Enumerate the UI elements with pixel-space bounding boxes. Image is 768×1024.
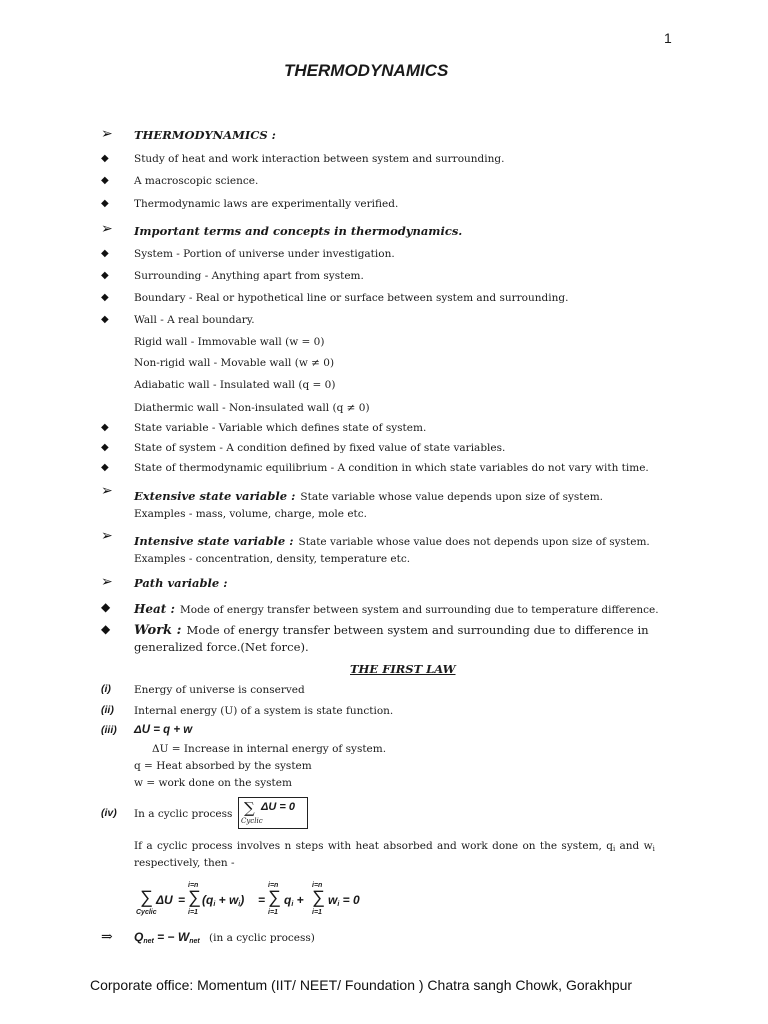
sum-subscript: Cyclic: [136, 909, 157, 916]
list-item: System - Portion of universe under investigation.: [134, 248, 395, 260]
wall-type: Non-rigid wall - Movable wall (w ≠ 0): [134, 357, 335, 369]
definition-line: q = Heat absorbed by the system: [134, 760, 312, 772]
list-item: State of thermodynamic equilibrium - A condition in which state variables do not vary with time.: [134, 462, 649, 474]
subscript: i: [337, 901, 340, 908]
term: W: [177, 930, 190, 944]
term: (q: [202, 893, 214, 907]
sum-symbol: ∑: [312, 887, 325, 907]
sum-symbol: ∑: [244, 799, 255, 817]
cyclic-process-text: In a cyclic process: [134, 808, 233, 820]
item-number: (iv): [101, 807, 117, 819]
extensive-label: Extensive state variable :: [134, 489, 296, 503]
first-law-heading: THE FIRST LAW: [350, 662, 456, 676]
work-label: Work :: [134, 623, 182, 638]
intensive-text: State variable whose value does not depends upon size of system.: [298, 536, 650, 548]
law-item: Energy of universe is conserved: [134, 684, 305, 696]
term: q: [284, 893, 292, 907]
cyclic-note: (in a cyclic process): [209, 932, 315, 944]
equals-sign: =: [258, 893, 266, 907]
subscript: i: [213, 901, 216, 908]
diamond-bullet-icon: ◆: [101, 622, 111, 636]
work-text: Mode of energy transfer between system and surrounding due to difference in: [186, 623, 649, 637]
sum-upper-limit: i=n: [312, 882, 323, 889]
term: w: [328, 893, 338, 907]
list-item: State of system - A condition defined by fixed value of state variables.: [134, 442, 506, 454]
list-item: State variable - Variable which defines state of system.: [134, 422, 427, 434]
arrow-bullet-icon: ➢: [101, 483, 113, 499]
term: + w: [215, 893, 239, 907]
item-number: (iii): [101, 724, 117, 736]
sum-lower-limit: i=1: [312, 909, 322, 916]
section-heading-thermodynamics: THERMODYNAMICS :: [134, 128, 276, 142]
term: = 0: [339, 893, 360, 907]
diamond-bullet-icon: ◆: [101, 198, 109, 209]
list-item: Boundary - Real or hypothetical line or surface between system and surrounding.: [134, 292, 569, 304]
diamond-bullet-icon: ◆: [101, 600, 111, 614]
sum-upper-limit: i=n: [188, 882, 199, 889]
subscript: i: [291, 901, 294, 908]
sum-symbol: ∑: [188, 887, 201, 907]
intensive-line: [134, 530, 650, 549]
implies-icon: ⇒: [101, 929, 113, 945]
sum-lower-limit: i=1: [188, 909, 198, 916]
equals-sign: =: [178, 893, 186, 907]
paragraph-text: and w: [615, 840, 653, 852]
footer: Corporate office: Momentum (IIT/ NEET/ Foundation ) Chatra sangh Chowk, Gorakhpur: [90, 977, 633, 993]
subscript: i: [612, 845, 616, 853]
boxed-cyclic-equation: [238, 797, 308, 829]
sum-lower-limit: i=1: [268, 909, 278, 916]
sum-symbol: ∑: [268, 887, 281, 907]
arrow-bullet-icon: ➢: [101, 574, 113, 590]
path-label: Path variable :: [134, 576, 228, 590]
sum-symbol: ∑: [140, 887, 153, 907]
arrow-bullet-icon: ➢: [101, 221, 113, 237]
definition-line: ΔU = Increase in internal energy of system.: [152, 743, 387, 755]
summation-equation: [134, 883, 394, 923]
law-item: Internal energy (U) of a system is state function.: [134, 705, 394, 717]
q-term: [284, 893, 304, 908]
item-number: (i): [101, 683, 111, 695]
extensive-line: [134, 485, 603, 504]
wall-type: Rigid wall - Immovable wall (w = 0): [134, 336, 325, 348]
page-number: 1: [664, 30, 672, 46]
cyclic-paragraph-line1: [134, 840, 655, 853]
page-title: THERMODYNAMICS: [284, 61, 449, 80]
diamond-bullet-icon: ◆: [101, 462, 109, 473]
section-heading-terms: Important terms and concepts in thermodynamics.: [134, 224, 463, 238]
wall-type: Adiabatic wall - Insulated wall (q = 0): [134, 379, 336, 391]
diamond-bullet-icon: ◆: [101, 153, 109, 164]
subscript: i: [238, 901, 241, 908]
term: ): [240, 893, 245, 907]
list-item: A macroscopic science.: [134, 175, 259, 187]
extensive-text: State variable whose value depends upon size of system.: [300, 491, 603, 503]
work-line: [134, 619, 649, 638]
heat-label: Heat :: [134, 602, 175, 616]
delta-u: ΔU: [156, 893, 173, 907]
term: Q: [134, 930, 144, 944]
term: +: [293, 893, 304, 907]
diamond-bullet-icon: ◆: [101, 422, 109, 433]
first-law-equation: ΔU = q + w: [134, 724, 193, 736]
intensive-examples: Examples - concentration, density, temperature etc.: [134, 553, 411, 565]
boxed-equation-text: ΔU = 0: [261, 801, 295, 813]
arrow-bullet-icon: ➢: [101, 528, 113, 544]
term: = −: [153, 930, 178, 944]
diamond-bullet-icon: ◆: [101, 248, 109, 259]
arrow-bullet-icon: ➢: [101, 126, 113, 142]
boxed-subscript: Cyclic: [241, 817, 263, 825]
heat-text: Mode of energy transfer between system and surrounding due to temperature difference.: [180, 604, 659, 616]
paren-term: [202, 893, 244, 908]
definition-line: w = work done on the system: [134, 777, 292, 789]
cyclic-paragraph-line2: respectively, then -: [134, 857, 235, 869]
diamond-bullet-icon: ◆: [101, 175, 109, 186]
subscript: net: [189, 938, 200, 945]
subscript: i: [652, 845, 655, 853]
subscript: net: [143, 938, 154, 945]
paragraph-text: If a cyclic process involves n steps with heat absorbed and work done on the system, q: [134, 840, 613, 852]
diamond-bullet-icon: ◆: [101, 442, 109, 453]
extensive-examples: Examples - mass, volume, charge, mole etc.: [134, 508, 367, 520]
list-item: Wall - A real boundary.: [134, 314, 255, 326]
diamond-bullet-icon: ◆: [101, 270, 109, 281]
wall-type: Diathermic wall - Non-insulated wall (q ≠ 0): [134, 402, 370, 414]
w-term: [328, 893, 360, 908]
diamond-bullet-icon: ◆: [101, 314, 109, 325]
list-item: Thermodynamic laws are experimentally verified.: [134, 198, 399, 210]
qnet-equation: [134, 930, 315, 945]
list-item: Surrounding - Anything apart from system.: [134, 270, 364, 282]
list-item: Study of heat and work interaction between system and surrounding.: [134, 153, 505, 165]
item-number: (ii): [101, 704, 114, 716]
intensive-label: Intensive state variable :: [134, 534, 294, 548]
work-text-continued: generalized force.(Net force).: [134, 640, 309, 654]
sum-upper-limit: i=n: [268, 882, 279, 889]
diamond-bullet-icon: ◆: [101, 292, 109, 303]
heat-line: [134, 598, 659, 617]
